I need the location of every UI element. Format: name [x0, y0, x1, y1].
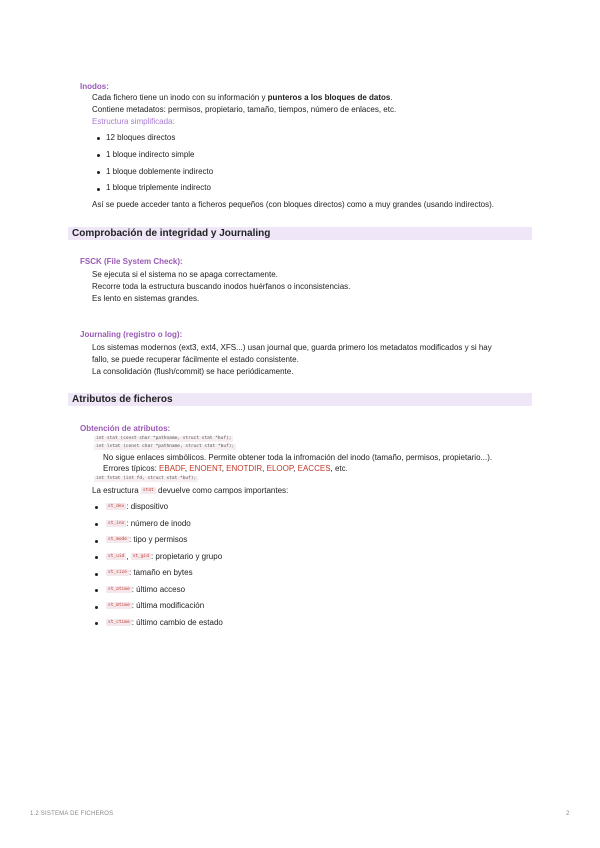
field-item: st_size : tamaño en bytes — [108, 568, 193, 577]
lstat-signature: int lstat (const char *pathname, struct stat *buf); — [96, 444, 235, 449]
bullet — [95, 622, 98, 625]
fstat-signature: int fstat (int fd, struct stat *buf); — [96, 476, 197, 481]
bullet — [97, 188, 100, 191]
fsck-line: Es lento en sistemas grandes. — [92, 294, 200, 303]
bullet — [97, 154, 100, 157]
inodos-title: Inodos: — [80, 82, 109, 91]
inline-code: st_size — [108, 570, 127, 576]
list-item: 12 bloques directos — [106, 133, 176, 142]
error-code: ELOOP — [266, 464, 294, 473]
fsck-line: Se ejecuta si el sistema no se apaga correctamente. — [92, 270, 278, 279]
bullet — [95, 523, 98, 526]
bullet — [95, 606, 98, 609]
inline-code: st_mode — [108, 537, 127, 543]
inodos-summary: Así se puede acceder tanto a ficheros pequeños (con bloques directos) como a muy grandes (usando indirectos). — [92, 200, 495, 209]
fsck-line: Recorre toda la estructura buscando inodos huérfanos o inconsistencias. — [92, 282, 351, 291]
inline-code: st_atime — [108, 587, 130, 593]
error-code: EBADF — [159, 464, 185, 473]
inodos-line2: Contiene metadatos: permisos, propietario, tamaño, tiempos, número de enlaces, etc. — [92, 105, 397, 114]
fsck-title: FSCK (File System Check): — [80, 257, 183, 266]
inline-code: st_ino — [108, 521, 125, 527]
stat-signature: int stat (const char *pathname, struct stat *buf); — [96, 436, 232, 441]
error-code: ENOENT — [189, 464, 222, 473]
field-item: st_atime : último acceso — [108, 585, 186, 594]
list-item: 1 bloque indirecto simple — [106, 150, 195, 159]
inline-code: stat — [142, 488, 154, 494]
journal-line: fallo, se puede recuperar fácilmente el estado consistente. — [92, 355, 299, 364]
field-item: st_mode : tipo y permisos — [108, 535, 188, 544]
inline-code: st_gid — [132, 554, 149, 560]
journal-line: Los sistemas modernos (ext3, ext4, XFS...) usan journal que, guarda primero los metadatos modificados y si hay — [92, 343, 492, 352]
obtain-title: Obtención de atributos: — [80, 424, 171, 433]
error-code: ENOTDIR — [226, 464, 263, 473]
errors-line: Errores típicos: EBADF, ENOENT, ENOTDIR, ELOOP, EACCES, etc. — [103, 464, 348, 473]
list-item: 1 bloque doblemente indirecto — [106, 167, 214, 176]
field-item: st_mtime : última modificación — [108, 601, 205, 610]
bullet — [95, 506, 98, 509]
inline-code: st_uid — [108, 554, 125, 560]
struct-intro: La estructura stat devuelve como campos importantes: — [92, 486, 289, 495]
page-number: 2 — [566, 811, 570, 817]
inline-code: st_dev — [108, 504, 125, 510]
structure-label: Estructura simplificada: — [92, 117, 175, 126]
inodos-line1: Cada fichero tiene un inodo con su información y punteros a los bloques de datos. — [92, 93, 393, 102]
inline-code: st_mtime — [108, 603, 130, 609]
error-code: EACCES — [297, 464, 331, 473]
field-item: st_uid , st_gid : propietario y grupo — [108, 552, 223, 561]
journal-title: Journaling (registro o log): — [80, 330, 183, 339]
bullet — [95, 589, 98, 592]
bullet — [97, 137, 100, 140]
section-heading-integrity: Comprobación de integridad y Journaling — [68, 227, 532, 240]
footer-chapter: 1.2 SISTEMA DE FICHEROS — [30, 811, 114, 817]
inline-code: st_ctime — [108, 620, 130, 626]
bullet — [95, 540, 98, 543]
bullet — [95, 573, 98, 576]
section-heading-attributes: Atributos de ficheros — [68, 393, 532, 406]
field-item: st_ctime : último cambio de estado — [108, 618, 223, 627]
field-item: st_ino : número de inodo — [108, 519, 191, 528]
lstat-description: No sigue enlaces simbólicos. Permite obtener toda la infromación del inodo (tamaño, permisos, propietario...). — [103, 453, 493, 462]
journal-line: La consolidación (flush/commit) se hace periódicamente. — [92, 367, 294, 376]
bullet — [97, 171, 100, 174]
list-item: 1 bloque triplemente indirecto — [106, 183, 211, 192]
field-item: st_dev : dispositivo — [108, 502, 169, 511]
bullet — [95, 556, 98, 559]
